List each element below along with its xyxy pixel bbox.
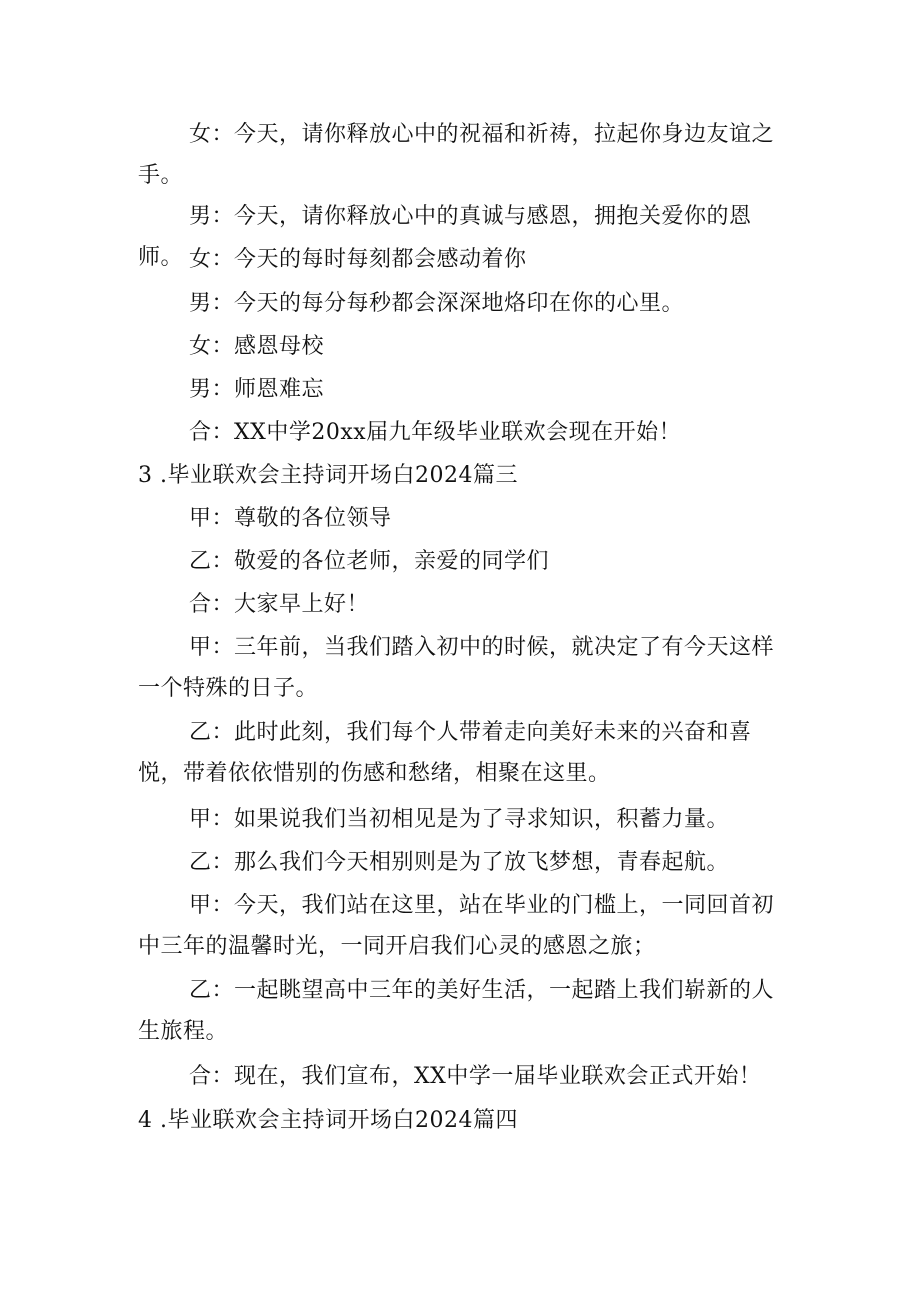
paragraph: 甲：今天，我们站在这里，站在毕业的门槛上，一同回首初中三年的温馨时光，一同开启我们心灵的感恩之旅； xyxy=(138,893,775,959)
paragraph: 男：今天的每分每秒都会深深地烙印在你的心里。 xyxy=(189,291,685,316)
paragraph: 女：感恩母校 xyxy=(189,334,325,359)
paragraph: 乙：此时此刻，我们每个人带着走向美好未来的兴奋和喜悦，带着依依惜别的伤感和愁绪，相聚在这里。 xyxy=(138,720,752,786)
paragraph: 男：今天，请你释放心中的真诚与感恩，拥抱关爱你的恩师。 xyxy=(138,204,752,270)
section-heading: 3 .毕业联欢会主持词开场白2024篇三 xyxy=(138,463,518,488)
paragraph: 男：师恩难忘 xyxy=(189,377,325,402)
paragraph: 合：XX中学20xx届九年级毕业联欢会现在开始！ xyxy=(189,420,682,445)
paragraph: 合：现在，我们宣布，XX中学一届毕业联欢会正式开始！ xyxy=(189,1064,762,1089)
paragraph: 乙：一起眺望高中三年的美好生活，一起踏上我们崭新的人生旅程。 xyxy=(138,978,775,1044)
paragraph: 合：大家早上好！ xyxy=(189,592,370,617)
paragraph: 甲：如果说我们当初相见是为了寻求知识，积蓄力量。 xyxy=(189,807,730,832)
paragraph: 乙：敬爱的各位老师，亲爱的同学们 xyxy=(189,549,550,574)
paragraph: 女：今天，请你释放心中的祝福和祈祷，拉起你身边友谊之手。 xyxy=(138,122,775,188)
paragraph: 乙：那么我们今天相别则是为了放飞梦想，青春起航。 xyxy=(189,850,730,875)
paragraph: 甲：尊敬的各位领导 xyxy=(189,506,392,531)
paragraph: 甲：三年前，当我们踏入初中的时候，就决定了有今天这样一个特殊的日子。 xyxy=(138,635,775,701)
paragraph: 女：今天的每时每刻都会感动着你 xyxy=(189,247,527,272)
section-heading: 4 .毕业联欢会主持词开场白2024篇四 xyxy=(138,1108,518,1133)
